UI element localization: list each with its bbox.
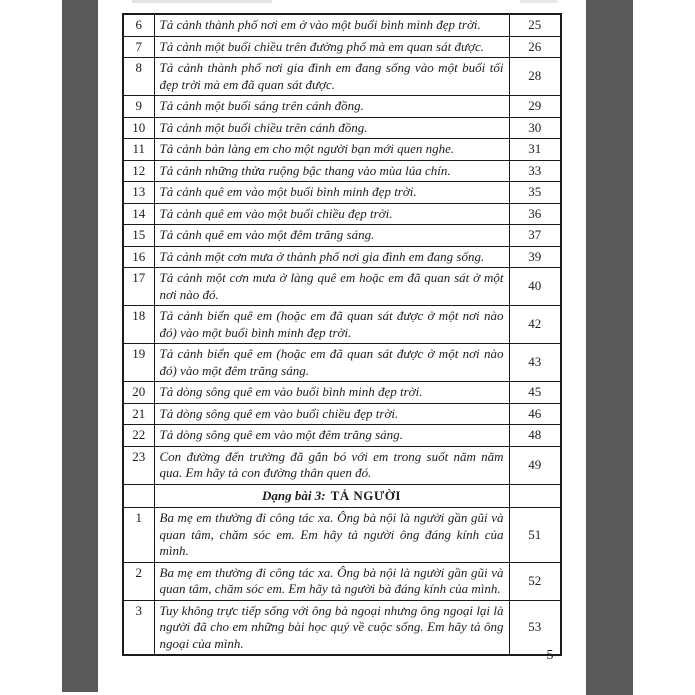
row-number: 21 [123, 403, 154, 425]
row-topic-text: Tả cảnh biển quê em (hoặc em đã quan sát được ở một nơi nào đó) vào một đêm trăng sáng. [154, 344, 509, 382]
row-topic-text: Tả cảnh quê em vào một buổi bình minh đẹp trời. [154, 182, 509, 204]
row-topic-text: Tả cảnh một buổi chiều trên đường phố mà em quan sát được. [154, 36, 509, 58]
row-page-number: 39 [509, 246, 561, 268]
row-topic-text: Tả cảnh bản làng em cho một người bạn mới quen nghe. [154, 139, 509, 161]
row-page-number: 51 [509, 508, 561, 563]
page-edge-shadow-left [62, 0, 98, 692]
row-page-number: 26 [509, 36, 561, 58]
row-topic-text: Tả cảnh biển quê em (hoặc em đã quan sát được ở một nơi nào đó) vào một buổi bình minh đẹp trời. [154, 306, 509, 344]
contents-table [122, 13, 562, 656]
row-page-number: 40 [509, 268, 561, 306]
row-page-number: 29 [509, 96, 561, 118]
footer-page-number: 5 [546, 648, 554, 663]
row-page-number: 37 [509, 225, 561, 247]
section-header-row [123, 484, 561, 508]
page-content [122, 13, 562, 656]
table-row [123, 508, 561, 563]
section-empty-cell [123, 484, 154, 508]
table-row [123, 58, 561, 96]
row-page-number: 48 [509, 425, 561, 447]
row-page-number: 35 [509, 182, 561, 204]
scan-artifact [520, 0, 558, 3]
row-topic-text: Tả cảnh một cơn mưa ở làng quê em hoặc em đã quan sát ở một nơi nào đó. [154, 268, 509, 306]
row-page-number: 36 [509, 203, 561, 225]
row-topic-text: Tả dòng sông quê em vào một đêm trăng sáng. [154, 425, 509, 447]
row-page-number: 28 [509, 58, 561, 96]
row-number: 12 [123, 160, 154, 182]
row-topic-text: Tả cảnh một cơn mưa ở thành phố nơi gia đình em đang sống. [154, 246, 509, 268]
row-number: 22 [123, 425, 154, 447]
row-number: 17 [123, 268, 154, 306]
row-number: 18 [123, 306, 154, 344]
section-name: TẢ NGƯỜI [330, 487, 401, 503]
row-topic-text: Tả dòng sông quê em vào buổi bình minh đẹp trời. [154, 382, 509, 404]
table-row [123, 203, 561, 225]
row-topic-text: Tả dòng sông quê em vào buổi chiều đẹp trời. [154, 403, 509, 425]
row-topic-text: Ba mẹ em thường đi công tác xa. Ông bà nội là người gần gũi và quan tâm, chăm sóc em. Em hãy tả người bà đáng kính của mình. [154, 562, 509, 600]
table-row [123, 268, 561, 306]
row-topic-text: Tả cảnh thành phố nơi em ở vào một buổi bình minh đẹp trời. [154, 14, 509, 36]
row-topic-text: Tả cảnh một buổi chiều trên cánh đồng. [154, 117, 509, 139]
row-page-number: 25 [509, 14, 561, 36]
row-topic-text: Tả cảnh một buổi sáng trên cánh đồng. [154, 96, 509, 118]
row-page-number: 45 [509, 382, 561, 404]
section-empty-cell [509, 484, 561, 508]
table-row [123, 446, 561, 484]
section-title-cell [154, 484, 509, 508]
row-number: 9 [123, 96, 154, 118]
table-row [123, 117, 561, 139]
row-number: 8 [123, 58, 154, 96]
row-topic-text: Tả cảnh thành phố nơi gia đình em đang sống vào một buổi tối đẹp trời mà em đã quan sát được. [154, 58, 509, 96]
row-topic-text: Ba mẹ em thường đi công tác xa. Ông bà nội là người gần gũi và quan tâm, chăm sóc em. Em hãy tả người ông đáng kính của mình. [154, 508, 509, 563]
contents-table-body [123, 14, 561, 655]
table-row [123, 600, 561, 655]
row-number: 23 [123, 446, 154, 484]
table-row [123, 344, 561, 382]
row-page-number: 49 [509, 446, 561, 484]
scan-artifact [132, 0, 272, 3]
row-topic-text: Tuy không trực tiếp sống với ông bà ngoại nhưng ông ngoại lại là người đã cho em những bài học quý về cuộc sống. Em hãy tả ông ngoại của mình. [154, 600, 509, 655]
row-number: 6 [123, 14, 154, 36]
table-row [123, 14, 561, 36]
table-row [123, 225, 561, 247]
row-topic-text: Tả cảnh quê em vào một buổi chiều đẹp trời. [154, 203, 509, 225]
table-row [123, 139, 561, 161]
row-page-number: 43 [509, 344, 561, 382]
row-topic-text: Con đường đến trường đã gắn bó với em trong suốt năm năm qua. Em hãy tả con đường thân quen đó. [154, 446, 509, 484]
row-topic-text: Tả cảnh quê em vào một đêm trăng sáng. [154, 225, 509, 247]
page-edge-shadow-right [586, 0, 633, 695]
row-number: 1 [123, 508, 154, 563]
row-page-number: 42 [509, 306, 561, 344]
row-number: 10 [123, 117, 154, 139]
row-number: 16 [123, 246, 154, 268]
row-topic-text: Tả cảnh những thửa ruộng bậc thang vào mùa lúa chín. [154, 160, 509, 182]
table-row [123, 96, 561, 118]
row-number: 14 [123, 203, 154, 225]
row-number: 19 [123, 344, 154, 382]
row-number: 20 [123, 382, 154, 404]
table-row [123, 36, 561, 58]
row-page-number: 33 [509, 160, 561, 182]
row-number: 3 [123, 600, 154, 655]
row-number: 15 [123, 225, 154, 247]
row-page-number: 46 [509, 403, 561, 425]
row-page-number: 53 [509, 600, 561, 655]
table-row [123, 562, 561, 600]
section-prefix: Dạng bài 3: [262, 487, 326, 503]
row-number: 13 [123, 182, 154, 204]
table-row [123, 160, 561, 182]
row-number: 7 [123, 36, 154, 58]
table-row [123, 403, 561, 425]
row-page-number: 30 [509, 117, 561, 139]
table-row [123, 425, 561, 447]
table-row [123, 182, 561, 204]
row-number: 11 [123, 139, 154, 161]
table-row [123, 382, 561, 404]
row-page-number: 31 [509, 139, 561, 161]
table-row [123, 306, 561, 344]
row-number: 2 [123, 562, 154, 600]
row-page-number: 52 [509, 562, 561, 600]
table-row [123, 246, 561, 268]
